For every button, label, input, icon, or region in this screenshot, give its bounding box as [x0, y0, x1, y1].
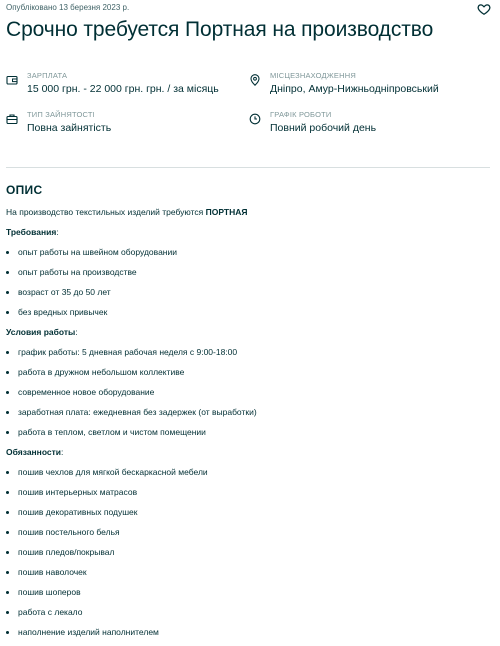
requirements-label: Требования: [6, 227, 57, 237]
list-item: опыт работы на швейном оборудовании: [18, 247, 177, 257]
list-item: современное новое оборудование: [18, 387, 155, 397]
clock-icon: [249, 113, 261, 125]
duties-heading: Обязанности:: [6, 447, 64, 457]
list-item: пошив чехлов для мягкой бескаркасной мебели: [18, 467, 208, 477]
page-title: Срочно требуется Портная на производство: [6, 18, 434, 41]
wallet-icon: [6, 74, 18, 86]
list-item: опыт работы на производстве: [18, 267, 137, 277]
heart-icon[interactable]: [477, 2, 491, 16]
conditions-heading: Условия работы:: [6, 327, 78, 337]
list-item: пошив постельного белья: [18, 527, 120, 537]
description-intro: [6, 207, 247, 217]
schedule-value: Повний робочий день: [270, 122, 377, 134]
salary-label: ЗАРПЛАТА: [27, 71, 68, 80]
requirements-heading: Требования:: [6, 227, 59, 237]
published-date: Опубліковано 13 березня 2023 р.: [6, 3, 130, 12]
list-item: работа в теплом, светлом и чистом помещении: [18, 427, 206, 437]
list-item: заработная плата: ежедневная без задержек (от выработки): [18, 407, 257, 417]
description-heading: ОПИС: [6, 183, 43, 197]
list-item: наполнение изделий наполнителем: [18, 627, 159, 637]
location-pin-icon: [249, 74, 261, 86]
list-item: пошив декоративных подушек: [18, 507, 138, 517]
duties-label: Обязанности: [6, 447, 62, 457]
list-item: возраст от 35 до 50 лет: [18, 287, 111, 297]
briefcase-icon: [6, 113, 18, 125]
conditions-label: Условия работы: [6, 327, 76, 337]
employment-label: ТИП ЗАЙНЯТОСТІ: [27, 110, 95, 119]
list-item: пошив пледов/покрывал: [18, 547, 115, 557]
intro-text: На производство текстильных изделий требуются: [6, 207, 206, 217]
salary-value: 15 000 грн. - 22 000 грн. грн. / за місяць: [27, 83, 219, 95]
list-item: без вредных привычек: [18, 307, 108, 317]
list-item: пошив наволочек: [18, 567, 87, 577]
list-item: пошив шоперов: [18, 587, 81, 597]
intro-bold: ПОРТНАЯ: [205, 207, 248, 217]
employment-value: Повна зайнятість: [27, 122, 112, 134]
list-item: пошив интерьерных матрасов: [18, 487, 138, 497]
location-value: Дніпро, Амур-Нижньодніпровський: [270, 83, 439, 95]
list-item: работа в дружном небольшом коллективе: [18, 367, 185, 377]
divider: [6, 167, 490, 168]
schedule-label: ГРАФІК РОБОТИ: [270, 110, 332, 119]
location-label: МІСЦЕЗНАХОДЖЕННЯ: [270, 71, 356, 80]
list-item: работа с лекало: [18, 607, 83, 617]
list-item: график работы: 5 дневная рабочая неделя с 9:00-18:00: [18, 347, 238, 357]
